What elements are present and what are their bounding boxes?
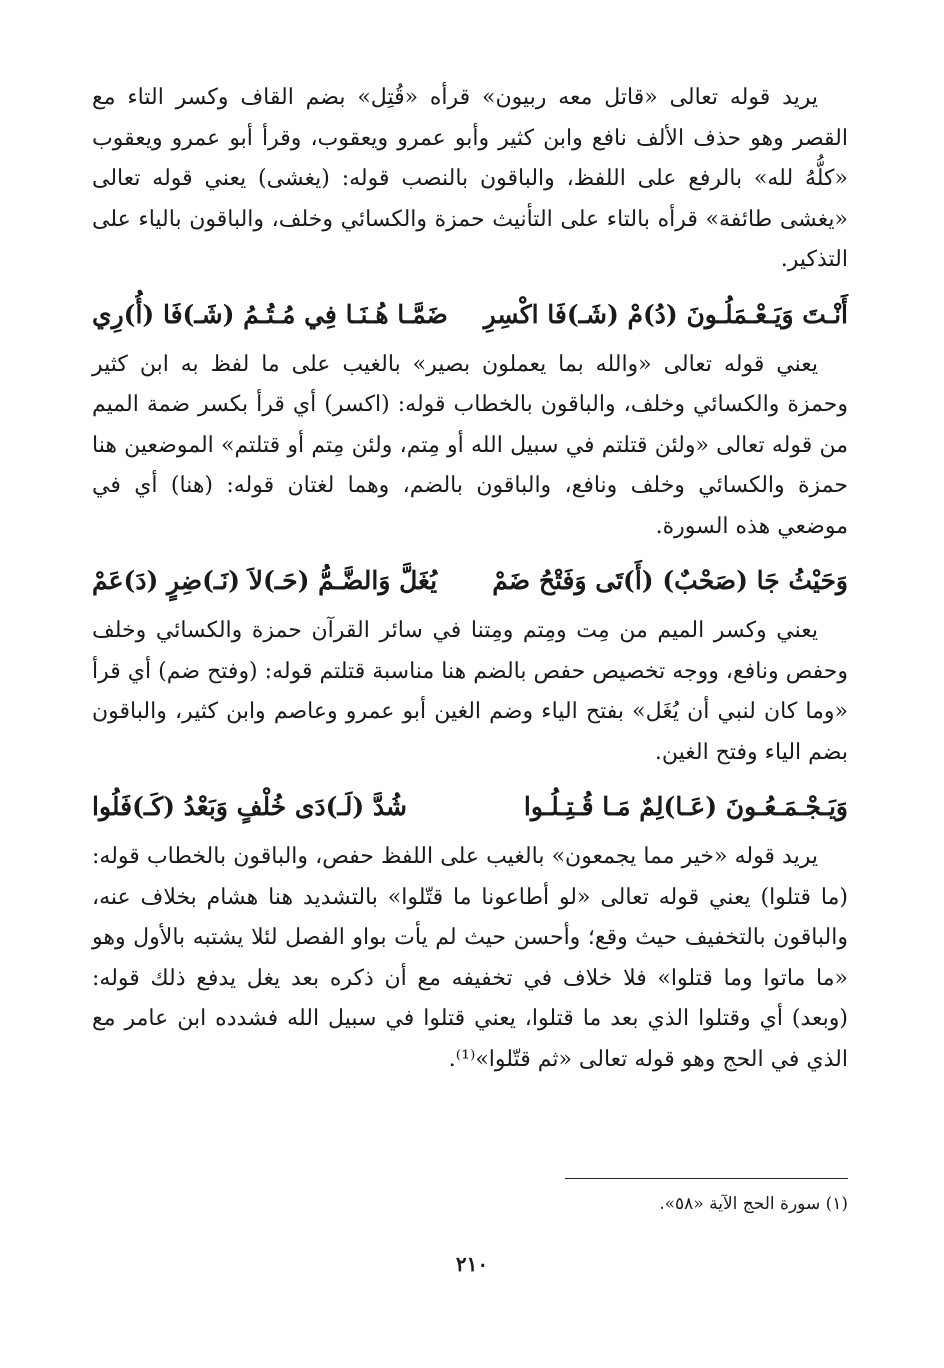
- page-body: [92, 78, 848, 1080]
- verse-2-first-hemistich: وَحَيْثُ جَا (صَحْبٌ) (أَ)تَى وَفَتْحُ ضَمْ: [492, 566, 848, 595]
- poem-verse-3: [92, 787, 848, 827]
- poem-verse-2: [92, 561, 848, 601]
- poem-verse-1: [92, 295, 848, 335]
- page-number: ٢١٠: [455, 1252, 489, 1276]
- footnote-divider: [565, 1178, 848, 1179]
- verse-1-first-hemistich: أَنْـتَ وَيَـعْـمَلُـونَ (دُ)مْ (شَـ)فَا اكْسِرِ: [483, 299, 848, 329]
- commentary-paragraph-4: يريد قوله «خير مما يجمعون» بالغيب على اللفظ حفص، والباقون بالخطاب قوله: (ما قتلوا) يعني قوله تعالى «لو أطاعونا ما قتّلوا» بالتشديد هنا هشام بخلاف عنه، والباقون بالتخفيف حيث وقع؛ وأحسن حيث لم يأت بواو الفصل لئلا يشتبه بالأول وهو «ما ماتوا وما قتلوا» فلا خلاف في تخفيفه مع أن ذكره بعد يغل يدفع ذلك قوله: (وبعد) أي وقتلوا الذي بعد ما قتلوا، يعني قتلوا في سبيل الله فشدده ابن عامر مع الذي في الحج وهو قوله تعالى «ثم قتّلوا»⁽¹⁾.: [92, 844, 848, 1072]
- verse-2-second-hemistich: يُغَلَّ وَالضَّـمُّ (حَـ)لاَ (نَـ)ضِرٍ (دَ)عَمْ: [92, 566, 438, 595]
- commentary-paragraph-3: يعني وكسر الميم من مِت ومِتم ومِتنا في سائر القرآن حمزة والكسائي وخلف وحفص ونافع، ووجه تخصيص حفص بالضم هنا مناسبة قتلتم قوله: (وفتح ضم) أي قرأ «وما كان لنبي أن يُغَل» بفتح الياء وضم الغين أبو عمرو وعاصم وابن كثير، والباقون بضم الياء وفتح الغين.: [92, 618, 848, 765]
- verse-3-first-hemistich: وَيَـجْـمَـعُـونَ (عَـا)لِمٌ مَـا قُـتِـلُـوا: [523, 792, 848, 821]
- commentary-paragraph-2: يعني قوله تعالى «والله بما يعملون بصير» بالغيب على ما لفظ به ابن كثير وحمزة والكسائي وخلف، والباقون بالخطاب قوله: (اكسر) أي قرأ بكسر ضمة الميم من قوله تعالى «ولئن قتلتم في سبيل الله أو مِتم، ولئن مِتم أو قتلتم» الموضعين هنا حمزة والكسائي وخلف ونافع، والباقون بالضم، وهما لغتان قوله: (هنا) أي في موضعي هذه السورة.: [92, 351, 848, 539]
- footnote: (١) سورة الحج الآية «٥٨».: [659, 1194, 848, 1214]
- verse-1-second-hemistich: ضَمَّـا هُـنَـا فِي مُـتُـمُ (شَـ)فَا (أُ)رِي: [92, 299, 448, 329]
- verse-3-second-hemistich: شُدَّ (لَـ)دَى خُلْفٍ وَبَعْدُ (كَـ)فَلُوا: [92, 792, 407, 821]
- commentary-paragraph-1: يريد قوله تعالى «قاتل معه ربيون» قرأه «قُتِل» بضم القاف وكسر التاء مع القصر وهو حذف الألف نافع وابن كثير وأبو عمرو ويعقوب، وقرأ أبو عمرو ويعقوب «كلُّهُ لله» بالرفع على اللفظ، والباقون بالنصب قوله: (يغشى) يعني قوله تعالى «يغشى طائفة» قرأه بالتاء على التأنيث حمزة والكسائي وخلف، والباقون بالياء على التذكير.: [92, 85, 848, 272]
